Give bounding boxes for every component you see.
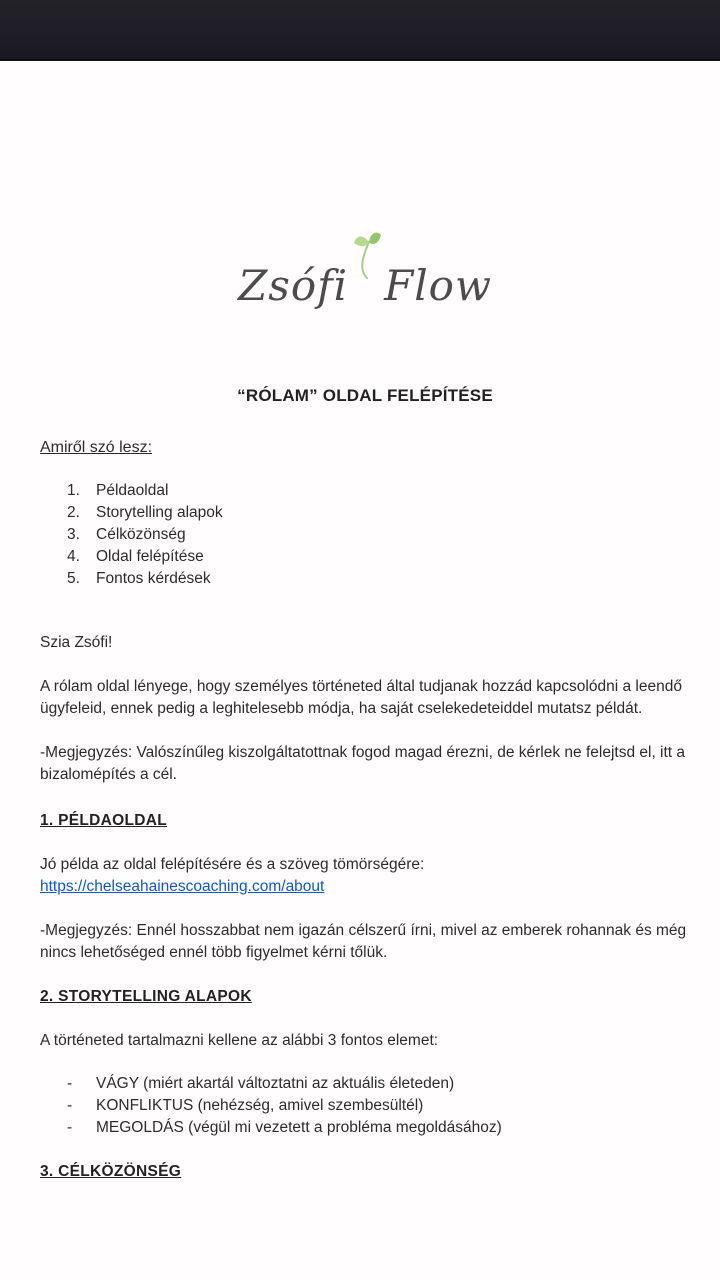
toc-item	[67, 546, 690, 568]
note-paragraph-1: -Megjegyzés: Valószínűleg kiszolgáltatottnak fogod magad érezni, de kérlek ne felejtsd el, itt a bizalomépítés a cél.	[40, 744, 686, 783]
toc-item	[67, 568, 690, 590]
storytelling-lead-text: A történeted tartalmazni kellene az alábbi 3 fontos elemet:	[40, 1032, 439, 1049]
list-item	[67, 1073, 690, 1095]
list-item-text: MEGOLDÁS (végül mi vezetett a probléma megoldásához)	[96, 1119, 502, 1136]
section-heading-storytelling: 2. STORYTELLING ALAPOK	[40, 988, 252, 1005]
list-item	[67, 1117, 690, 1139]
document-page	[0, 231, 720, 1183]
toc-item	[67, 524, 690, 546]
logo-word-zsofi: Zsófi	[238, 260, 349, 310]
logo-word-flow: Flow	[384, 260, 492, 310]
dash-bullet: -	[67, 1097, 73, 1114]
peldaoldal-lead-block	[40, 854, 690, 898]
toc-item-label: Példaoldal	[96, 482, 169, 499]
list-item-text: KONFLIKTUS (nehézség, amivel szembesültél)	[96, 1097, 424, 1114]
top-letterbox-bar	[0, 0, 720, 61]
toc-item-number	[67, 480, 96, 502]
toc-item-label: Fontos kérdések	[96, 570, 211, 587]
toc-item-label: Storytelling alapok	[96, 504, 223, 521]
greeting-text: Szia Zsófi!	[40, 634, 113, 651]
example-page-link[interactable]: https://chelseahainescoaching.com/about	[40, 878, 325, 895]
toc-item	[67, 502, 690, 524]
dash-bullet: -	[67, 1075, 73, 1092]
section-heading-peldaoldal: 1. PÉLDAOLDAL	[40, 812, 168, 829]
storytelling-bullet-list	[40, 1073, 690, 1139]
section-heading-celkozonseg: 3. CÉLKÖZÖNSÉG	[40, 1163, 182, 1180]
toc-list	[40, 480, 690, 590]
toc-item-number	[67, 502, 96, 524]
logo	[40, 231, 690, 309]
list-item-text: VÁGY (miért akartál változtatni az aktuális életeden)	[96, 1075, 455, 1092]
intro-paragraph: A rólam oldal lényege, hogy személyes történeted által tudjanak hozzád kapcsolódni a leendő ügyfeleid, ennek pedig a leghitelesebb módja, ha saját cselekedeteiddel mutatsz példát.	[40, 678, 682, 717]
note-paragraph-2: -Megjegyzés: Ennél hosszabbat nem igazán célszerű írni, mivel az emberek rohannak és még nincs lehetőséged ennél több figyelmet kérni tőlük.	[40, 922, 687, 961]
list-item	[67, 1095, 690, 1117]
toc-item-label: Oldal felépítése	[96, 548, 204, 565]
peldaoldal-lead-text: Jó példa az oldal felépítésére és a szöveg tömörségére:	[40, 856, 425, 873]
leaf-sprout-icon	[352, 228, 382, 285]
document-title: “RÓLAM” OLDAL FELÉPÍTÉSE	[237, 386, 493, 405]
intro-heading: Amiről szó lesz:	[40, 439, 153, 456]
toc-item-number	[67, 546, 96, 568]
toc-item-label: Célközönség	[96, 526, 186, 543]
toc-item-number	[67, 524, 96, 546]
dash-bullet: -	[67, 1119, 73, 1136]
toc-item	[67, 480, 690, 502]
toc-item-number	[67, 568, 96, 590]
